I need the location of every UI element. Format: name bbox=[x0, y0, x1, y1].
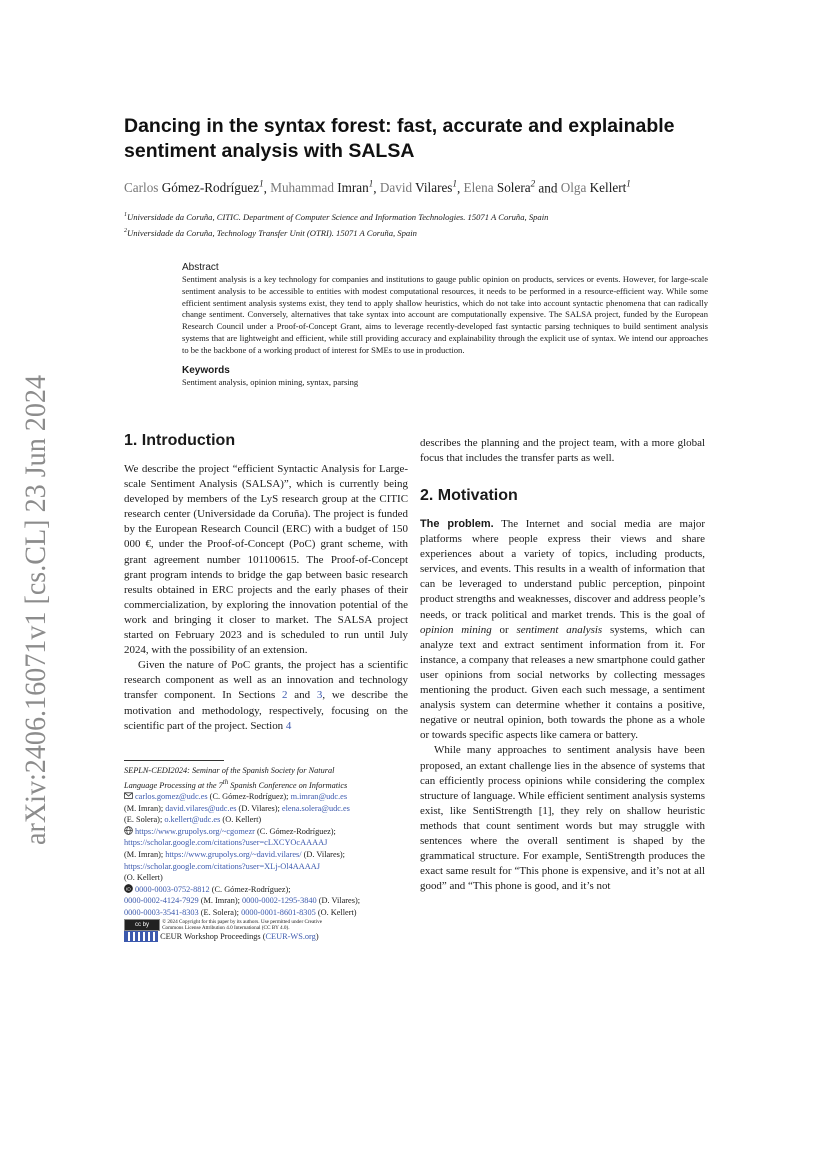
orcid-row-2 bbox=[124, 895, 410, 907]
motivation-paragraph-2: While many approaches to sentiment analysis have been proposed, an extant challenge lies in the absence of systems that can efficiently process opinions while considering the complex structure of language. While efficient sentiment analysis systems exist, like SentiStrength [1], they rely on shallow heuristic methods that count sentiment words but may struggle with sentences where the overall sentiment is shaped by the grammatical structure. For example, SentiStrength produces the exact same result for “This phone is expensive, and it’s not at all good” and “This phone is good, and it’s not bbox=[420, 744, 705, 893]
motivation-paragraph-1 bbox=[420, 517, 705, 743]
keywords-text: Sentiment analysis, opinion mining, syntax, parsing bbox=[182, 376, 359, 387]
email-solera[interactable]: elena.solera@udc.es bbox=[281, 803, 350, 813]
affiliation-2-num: 2 bbox=[124, 228, 127, 235]
author-given-name: Carlos bbox=[124, 180, 159, 196]
abstract-heading: Abstract bbox=[182, 262, 219, 273]
email-row-1 bbox=[124, 791, 410, 803]
author-5 bbox=[561, 180, 631, 195]
author-separator: , bbox=[456, 180, 464, 196]
email-gomez[interactable]: carlos.gomez@udc.es bbox=[135, 791, 208, 801]
affiliation-1-text: Universidade da Coruña, CITIC. Department of Computer Science and Information Technologies. 15071 A Coruña, Spain bbox=[127, 212, 549, 222]
affiliation-1-num: 1 bbox=[124, 212, 127, 219]
web-gomez-who: (C. Gómez-Rodríguez); bbox=[254, 826, 336, 836]
ceur-row bbox=[124, 931, 410, 943]
web-row-5: (O. Kellert) bbox=[124, 873, 163, 883]
author-affiliation-mark: 1 bbox=[452, 179, 457, 189]
email-row-3 bbox=[124, 814, 410, 826]
left-column-text bbox=[124, 462, 408, 734]
emphasis-sentiment-analysis: sentiment analysis bbox=[516, 623, 603, 636]
author-separator: , bbox=[373, 180, 380, 196]
ceur-text-b: ) bbox=[315, 931, 319, 941]
venue-line-2a: Language Processing at the 7 bbox=[124, 780, 223, 790]
keywords-heading: Keywords bbox=[182, 364, 230, 376]
section-3-link[interactable]: 3 bbox=[316, 689, 323, 702]
author-family-name: Vilares bbox=[412, 180, 453, 196]
author-separator: and bbox=[535, 180, 561, 196]
affiliation-1 bbox=[124, 212, 764, 222]
author-2 bbox=[270, 180, 373, 195]
license-row bbox=[124, 918, 410, 930]
orcid-imran-who: (M. Imran); bbox=[198, 896, 242, 906]
arxiv-stamp-text: arXiv:2406.16071v1 [cs.CL] 23 Jun 2024 bbox=[19, 343, 52, 845]
web-imran[interactable]: https://scholar.google.com/citations?user=cLXCYOcAAAAJ bbox=[124, 838, 328, 848]
author-affiliation-mark: 1 bbox=[368, 179, 374, 189]
web-row-2 bbox=[124, 837, 410, 849]
orcid-kellert-who: (O. Kellert) bbox=[315, 907, 357, 917]
orcid-gomez-who: (C. Gómez-Rodríguez); bbox=[209, 884, 291, 894]
section-2-link[interactable]: 2 bbox=[282, 689, 288, 702]
web-imran-who: (M. Imran); bbox=[124, 849, 166, 859]
orcid-imran[interactable]: 0000-0002-4124-7929 bbox=[124, 896, 199, 906]
footnote-block bbox=[124, 765, 410, 942]
author-given-name: David bbox=[379, 180, 413, 196]
author-given-name: Olga bbox=[560, 180, 587, 196]
svg-text:iD: iD bbox=[126, 887, 131, 893]
intro-p2-b: and bbox=[287, 689, 317, 702]
intro-paragraph-1: We describe the project “efficient Syntactic Analysis for Large-scale Sentiment Analysis (SALSA)”, which is currently being developed by members of the LyS research group at the CITIC research center (Universidade da Coruña). The project is funded by the European Research Council (ERC) with a budget of 150 000 €, under the Proof-of-Concept (PoC) grant scheme, with grant agreement number 101100615. The Proof-of-Concept grant program intends to bridge the gap between basic research results obtained in ERC projects and the early phases of their commercialization, by exploring the innovation potential of the work and bringing it closer to market. The SALSA project started on February 2023 and is scheduled to run until July 2024, with the possibility of an extension. bbox=[124, 463, 408, 657]
email-kellert[interactable]: o.kellert@udc.es bbox=[164, 815, 221, 825]
license-text bbox=[162, 919, 322, 931]
affiliation-2-text: Universidade da Coruña, Technology Transfer Unit (OTRI). 15071 A Coruña, Spain bbox=[127, 228, 417, 238]
cc-by-badge: cc by bbox=[124, 919, 160, 931]
author-family-name: Gómez-Rodríguez bbox=[158, 180, 260, 196]
author-3 bbox=[380, 180, 457, 195]
motivation-p1-c: systems, which can analyze text and extract sentiment information from it. For instance, a company that releases a new smartphone could gather user opinions from social networks by collecting messages mentioning the product. Given each such message, a sentiment analysis system can determine whether it contains a positive, negative or neutral opinion, both towards the phone as a whole or towards specific aspects like camera or battery. bbox=[420, 623, 705, 742]
orcid-gomez[interactable]: 0000-0003-0752-8812 bbox=[135, 884, 210, 894]
orcid-solera[interactable]: 0000-0003-3541-8303 bbox=[124, 907, 199, 917]
abstract-block bbox=[182, 262, 708, 387]
author-affiliation-mark: 1 bbox=[259, 179, 264, 189]
author-list bbox=[124, 179, 764, 196]
orcid-icon bbox=[124, 884, 133, 893]
email-kellert-who: (O. Kellert) bbox=[220, 815, 262, 825]
web-gomez[interactable]: https://www.grupolys.org/~cgomezr bbox=[135, 826, 255, 836]
author-affiliation-mark: 1 bbox=[626, 179, 631, 189]
email-imran-who: (M. Imran); bbox=[124, 803, 166, 813]
orcid-row-3 bbox=[124, 907, 410, 919]
paper-title bbox=[124, 114, 744, 164]
abstract-text: Sentiment analysis is a key technology for companies and institutions to gauge public opinion on products, services or events. However, for large-scale sentiment analysis to be accessible to entities with modest computational resources, it needs to be performed in a resource-efficient way. While some efficient sentiment analysis systems exist, they tend to apply shallow heuristics, which do not take into account syntactic phenomena that can radically change sentiment. Conversely, alternatives that take syntax into account are computationally expensive. The SALSA project, funded by the European Research Council under a Proof-of-Concept Grant, aims to leverage recently-developed fast syntactic parsing techniques to build sentiment analysis systems that are lightweight and efficient, while still providing accuracy and explainability through the explicit use of syntax. We intend our approaches to be the backbone of a working product of interest for SMEs to use in production. bbox=[182, 274, 708, 355]
author-family-name: Solera bbox=[493, 180, 531, 196]
license-line-2: Commons License Attribution 4.0 International (CC BY 4.0). bbox=[162, 924, 290, 931]
email-gomez-who: (C. Gómez-Rodríguez); bbox=[207, 791, 291, 801]
right-column-text bbox=[420, 517, 705, 894]
venue-sup: th bbox=[222, 778, 229, 786]
email-vilares[interactable]: david.vilares@udc.es bbox=[165, 803, 237, 813]
intro-p2-c: , we describe the motivation and methodology, respectively, focusing on the scientific part of the project. Section bbox=[124, 689, 408, 732]
run-in-heading: The problem. bbox=[420, 518, 494, 530]
ceur-link[interactable]: CEUR-WS.org bbox=[265, 931, 316, 941]
motivation-p1-b: or bbox=[491, 623, 517, 636]
ceur-logo bbox=[124, 931, 158, 942]
section-1-heading: 1. Introduction bbox=[124, 432, 236, 449]
intro-paragraph-2 bbox=[124, 658, 408, 733]
web-row-4 bbox=[124, 861, 410, 873]
venue-line-1: SEPLN-CEDI2024: Seminar of the Spanish Society for Natural bbox=[124, 766, 335, 775]
orcid-vilares-who: (D. Vilares); bbox=[316, 896, 361, 906]
venue-line-2b: Spanish Conference on Informatics bbox=[228, 780, 348, 790]
section-2-heading: 2. Motivation bbox=[420, 487, 518, 504]
orcid-vilares[interactable]: 0000-0002-1295-3840 bbox=[242, 896, 317, 906]
email-solera-who: (E. Solera); bbox=[124, 815, 165, 825]
license-line-1: © 2024 Copyright for this paper by its authors. Use permitted under Creative bbox=[162, 918, 323, 925]
orcid-row-1 bbox=[124, 884, 410, 896]
web-vilares[interactable]: https://www.grupolys.org/~david.vilares/ bbox=[165, 849, 302, 859]
intro-p2-a: Given the nature of PoC grants, the project has a scientific research component as well as an innovation and technology transfer component. In Sections bbox=[124, 659, 408, 702]
orcid-solera-who: (E. Solera); bbox=[198, 907, 242, 917]
web-vilares-who: (D. Vilares); bbox=[301, 849, 345, 859]
title-line-2: sentiment analysis with SALSA bbox=[124, 140, 415, 162]
author-family-name: Imran bbox=[333, 180, 369, 196]
venue-line-2 bbox=[124, 777, 410, 791]
motivation-p1-a: The Internet and social media are major platforms where people express their views and share experiences about a variety of topics, including products, services, and events. This results in a wealth of information that can be leveraged to understand public perception, pinpoint product strengths and weaknesses, discover and address people’s needs, or track political and market trends. This is the goal of bbox=[420, 518, 705, 621]
intro-continuation: describes the planning and the project team, with a more global focus that includes the transfer parts as well. bbox=[420, 437, 705, 465]
email-imran[interactable]: m.imran@udc.es bbox=[290, 791, 348, 801]
globe-icon bbox=[124, 826, 133, 835]
email-icon bbox=[124, 791, 133, 800]
author-given-name: Elena bbox=[463, 180, 494, 196]
author-separator: , bbox=[263, 180, 271, 196]
author-1 bbox=[124, 180, 264, 195]
author-family-name: Kellert bbox=[586, 180, 627, 196]
author-given-name: Muhammad bbox=[270, 180, 334, 196]
author-4 bbox=[464, 180, 536, 195]
orcid-kellert[interactable]: 0000-0001-8601-8305 bbox=[241, 907, 316, 917]
web-row-1 bbox=[124, 826, 410, 838]
affiliation-2 bbox=[124, 228, 764, 238]
email-vilares-who: (D. Vilares); bbox=[236, 803, 282, 813]
web-kellert[interactable]: https://scholar.google.com/citations?user=XLj-Ol4AAAAJ bbox=[124, 861, 320, 871]
ceur-text-a: CEUR Workshop Proceedings ( bbox=[160, 931, 266, 941]
title-line-1: Dancing in the syntax forest: fast, accurate and explainable bbox=[124, 115, 675, 137]
footnote-rule bbox=[124, 760, 224, 761]
section-4-link[interactable]: 4 bbox=[285, 719, 292, 732]
email-row-2 bbox=[124, 803, 410, 815]
web-row-3 bbox=[124, 849, 410, 861]
emphasis-opinion-mining: opinion mining bbox=[420, 623, 492, 636]
arxiv-stamp bbox=[14, 343, 54, 850]
author-affiliation-mark: 2 bbox=[530, 179, 536, 189]
